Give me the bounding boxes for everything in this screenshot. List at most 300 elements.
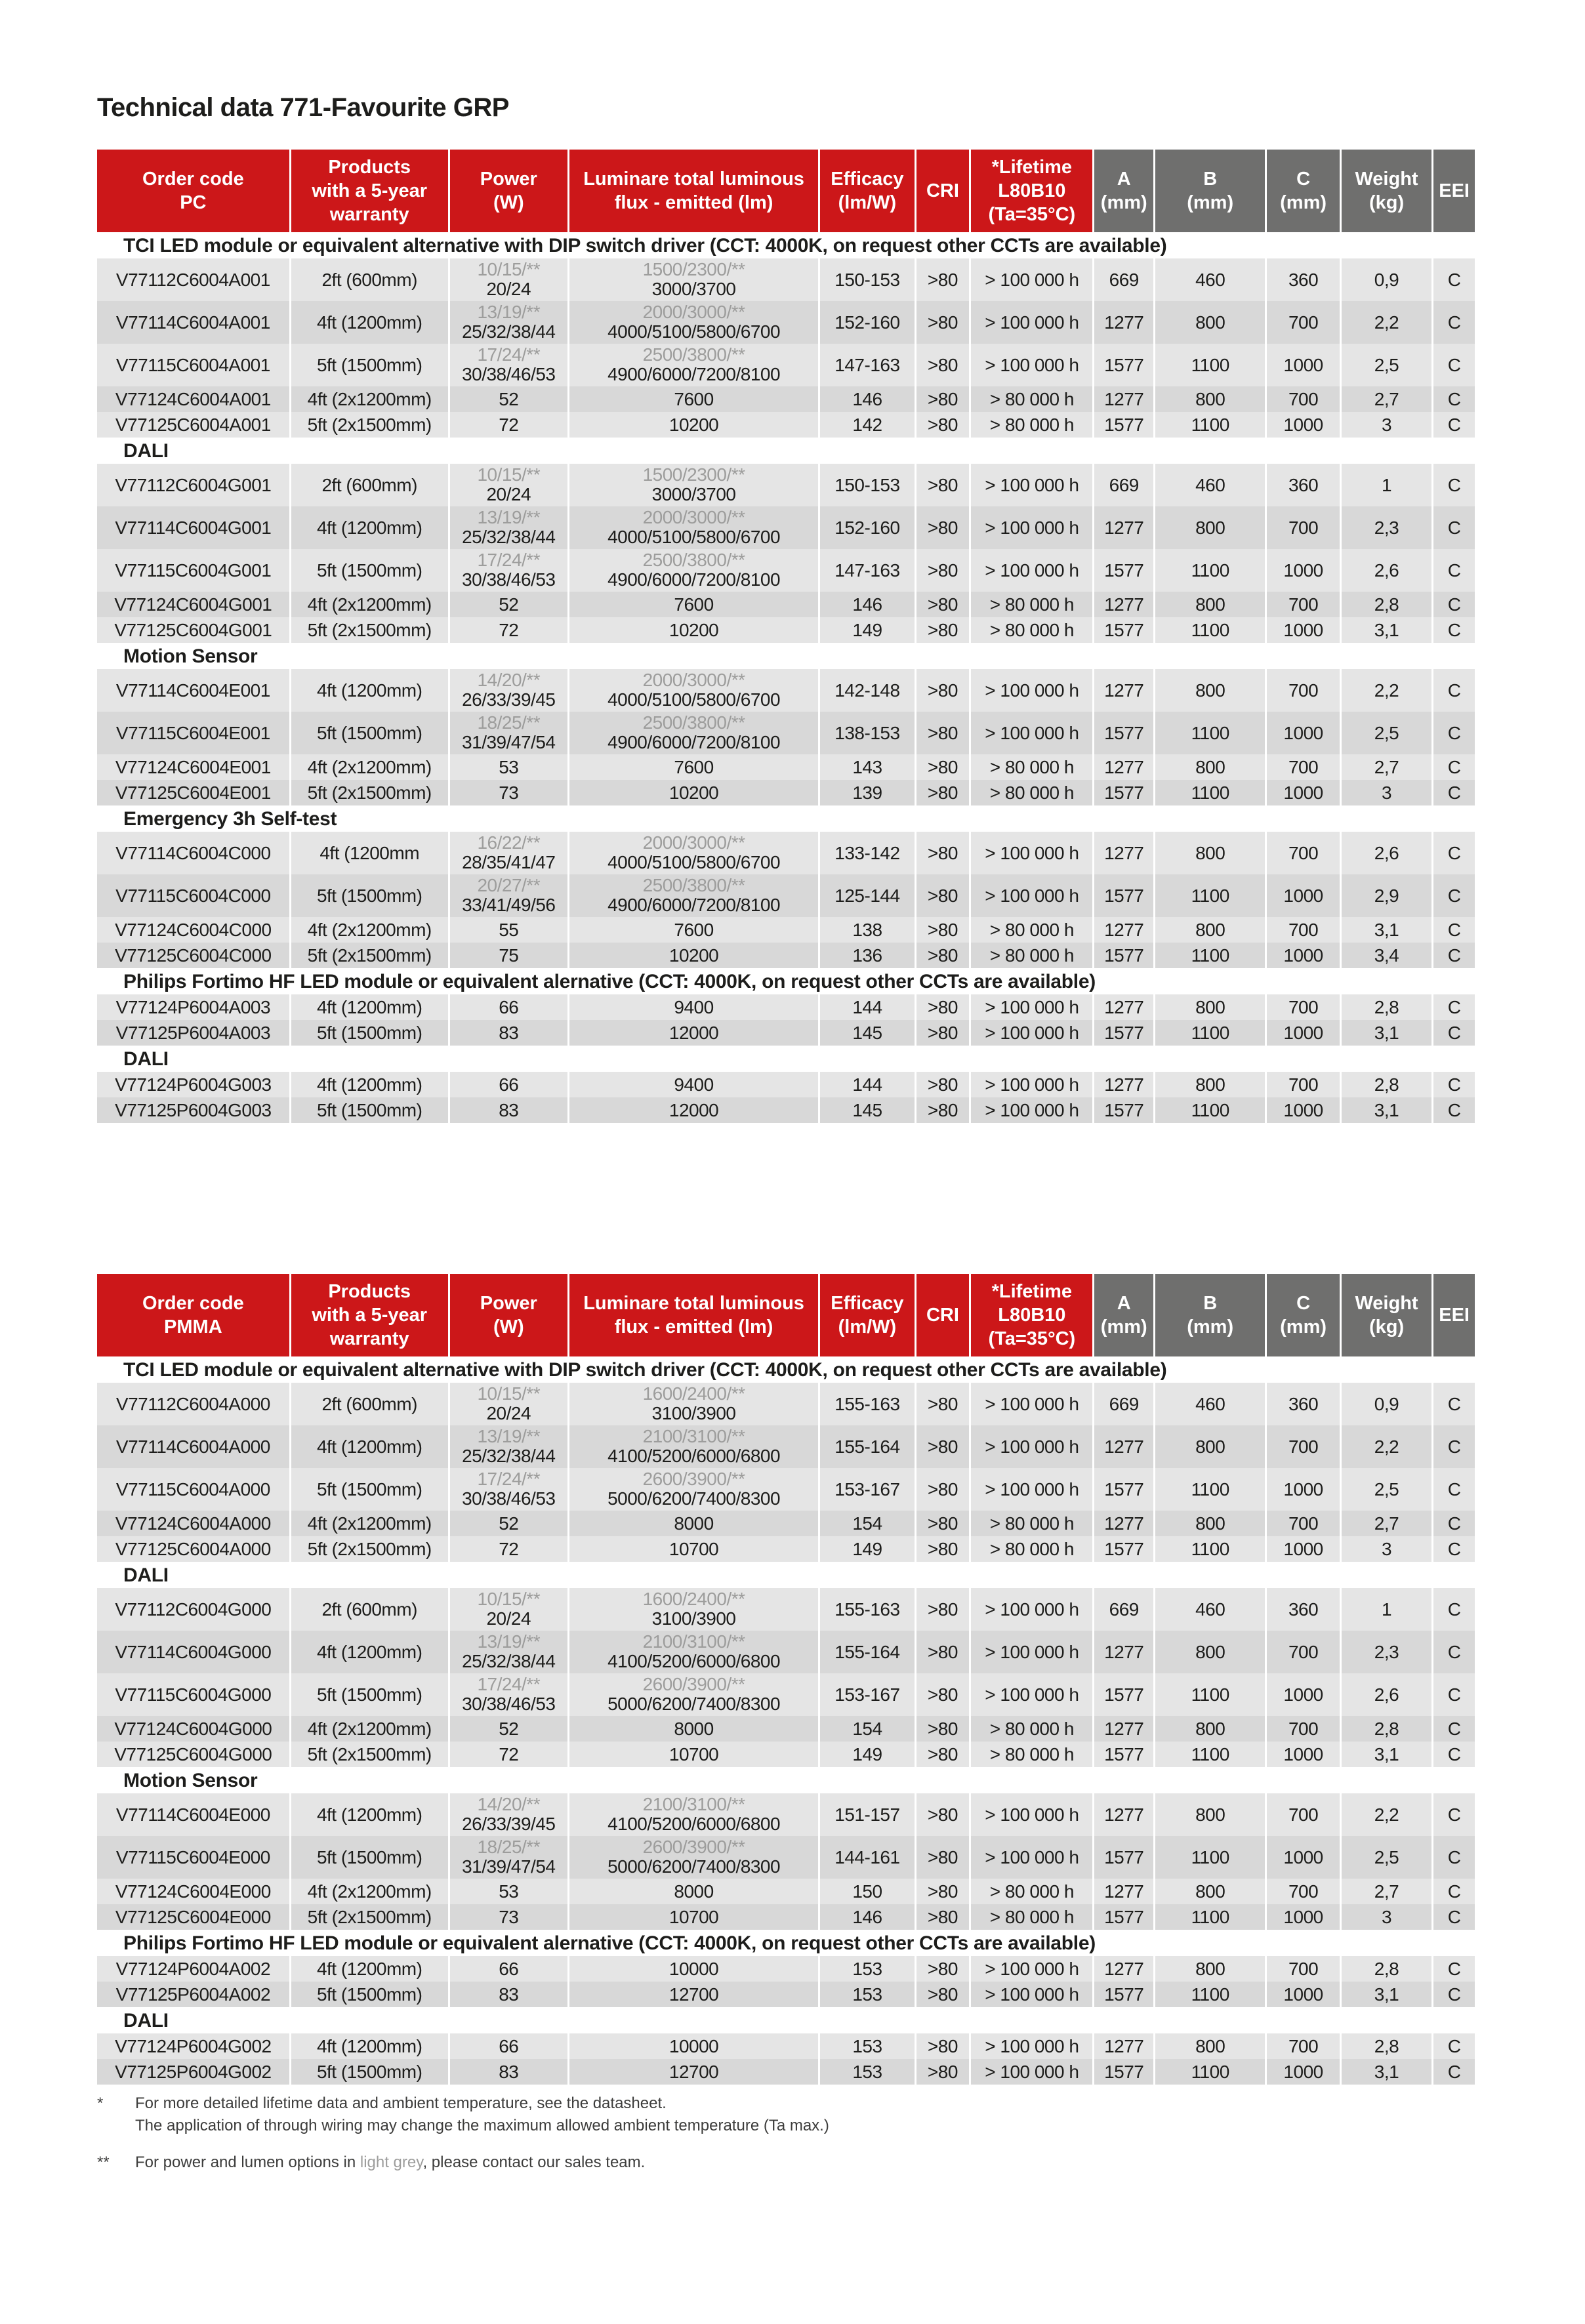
table-row [97,754,1475,780]
table-row [97,258,1475,301]
table-row [97,1716,1475,1742]
cell-dim-b: 460 [1155,1588,1265,1631]
column-header-line: (lm/W) [838,192,897,213]
cell-dim-b: 460 [1155,464,1265,506]
cell-lifetime: > 80 000 h [971,1904,1092,1930]
cell-efficacy: 144 [820,994,914,1020]
table-row [97,917,1475,943]
column-header-line: Power [480,169,537,190]
cell-lifetime: > 100 000 h [971,669,1092,712]
cell-dim-a: 1577 [1094,344,1153,386]
cell-dim-b: 1100 [1155,1982,1265,2007]
cell-power [450,874,567,917]
cell-order-code: V77124C6004G001 [97,592,289,617]
table-row [97,592,1475,617]
cell-luminous-flux: 10200 [569,943,818,968]
column-header-efficacy [820,1274,914,1356]
optional-value-light-grey: 2000/3000/** [642,670,745,690]
column-header-line: (mm) [1280,192,1327,213]
column-header-line: A [1117,169,1131,190]
footnote-text: For power and lumen options in [135,2153,360,2171]
column-header-dim-c [1267,150,1340,232]
column-header-line: EEI [1439,1305,1470,1326]
cell-dim-a: 1277 [1094,1425,1153,1468]
cell-dim-a: 669 [1094,464,1153,506]
cell-lifetime: > 100 000 h [971,1982,1092,2007]
cell-dim-c: 700 [1267,832,1340,874]
cell-dim-b: 1100 [1155,412,1265,438]
cell-lifetime: > 80 000 h [971,1879,1092,1904]
cell-efficacy: 146 [820,386,914,412]
cell-luminous-flux: 7600 [569,386,818,412]
optional-value-light-grey: 2000/3000/** [642,507,745,527]
cell-dim-a: 1577 [1094,2059,1153,2085]
table-row [97,1097,1475,1123]
standard-value: 4000/5100/5800/6700 [607,527,781,547]
table-row [97,994,1475,1020]
standard-value: 20/24 [486,1403,531,1423]
column-header-power [450,150,567,232]
cell-efficacy: 125-144 [820,874,914,917]
cell-power: 66 [450,994,567,1020]
cell-dim-b: 1100 [1155,1904,1265,1930]
cell-efficacy: 155-163 [820,1383,914,1425]
cell-efficacy: 142 [820,412,914,438]
cell-lifetime: > 100 000 h [971,832,1092,874]
optional-value-light-grey: 2500/3800/** [642,344,745,365]
standard-value: 5000/6200/7400/8300 [607,1694,781,1714]
table-row [97,1383,1475,1425]
cell-eei: C [1433,917,1475,943]
cell-dim-b: 1100 [1155,344,1265,386]
cell-dim-a: 1277 [1094,917,1153,943]
cell-dim-c: 1000 [1267,617,1340,643]
cell-product-size: 5ft (1500mm) [291,1673,448,1716]
section-title: TCI LED module or equivalent alternative with DIP switch driver (CCT: 4000K, on request other CCTs are available) [123,234,1167,256]
column-header-order-code [97,1274,289,1356]
cell-eei: C [1433,1588,1475,1631]
cell-luminous-flux [569,549,818,592]
cell-weight: 3 [1342,1904,1431,1930]
cell-cri: >80 [916,712,970,754]
cell-lifetime: > 100 000 h [971,1673,1092,1716]
section-title: Motion Sensor [123,1769,258,1791]
column-header-dim-c [1267,1274,1340,1356]
cell-weight: 2,7 [1342,1511,1431,1536]
cell-order-code: V77114C6004A001 [97,301,289,344]
cell-eei: C [1433,832,1475,874]
column-header-power [450,1274,567,1356]
cell-product-size: 4ft (1200mm) [291,2033,448,2059]
cell-product-size: 4ft (1200mm) [291,669,448,712]
cell-dim-c: 700 [1267,1631,1340,1673]
cell-eei: C [1433,1793,1475,1836]
column-header-line: CRI [926,180,959,201]
cell-cri: >80 [916,549,970,592]
cell-dim-c: 700 [1267,2033,1340,2059]
cell-dim-b: 800 [1155,1879,1265,1904]
column-header-line: B [1203,1293,1218,1314]
cell-efficacy: 151-157 [820,1793,914,1836]
cell-dim-a: 1277 [1094,1072,1153,1097]
cell-cri: >80 [916,1097,970,1123]
section-header-row [97,1562,1475,1588]
cell-dim-b: 800 [1155,994,1265,1020]
column-header-line: Products [328,1281,411,1302]
column-header-line: C [1296,169,1311,190]
cell-weight: 0,9 [1342,1383,1431,1425]
column-header-eei [1433,1274,1475,1356]
table-row [97,1879,1475,1904]
cell-dim-c: 1000 [1267,943,1340,968]
cell-luminous-flux [569,1425,818,1468]
column-header-line: (mm) [1280,1316,1327,1337]
cell-eei: C [1433,712,1475,754]
optional-value-light-grey: 10/15/** [477,1383,541,1404]
cell-lifetime: > 80 000 h [971,617,1092,643]
cell-efficacy: 155-163 [820,1588,914,1631]
cell-cri: >80 [916,994,970,1020]
cell-eei: C [1433,412,1475,438]
cell-order-code: V77112C6004A000 [97,1383,289,1425]
cell-power: 66 [450,1072,567,1097]
table-row [97,780,1475,805]
cell-product-size: 4ft (2x1200mm) [291,917,448,943]
cell-dim-b: 800 [1155,669,1265,712]
cell-weight: 2,7 [1342,1879,1431,1904]
cell-lifetime: > 100 000 h [971,1588,1092,1631]
cell-lifetime: > 100 000 h [971,1097,1092,1123]
cell-order-code: V77124P6004A003 [97,994,289,1020]
cell-product-size: 5ft (2x1500mm) [291,617,448,643]
cell-order-code: V77112C6004A001 [97,258,289,301]
standard-value: 3100/3900 [651,1608,736,1629]
cell-order-code: V77124P6004A002 [97,1956,289,1982]
cell-dim-a: 1277 [1094,754,1153,780]
cell-efficacy: 152-160 [820,506,914,549]
table-row [97,1072,1475,1097]
cell-product-size: 4ft (1200mm) [291,1425,448,1468]
column-header-line: (mm) [1187,192,1234,213]
cell-cri: >80 [916,754,970,780]
cell-dim-b: 1100 [1155,549,1265,592]
optional-value-light-grey: 18/25/** [477,712,541,733]
cell-weight: 2,3 [1342,1631,1431,1673]
cell-dim-a: 1577 [1094,943,1153,968]
column-header-line: warranty [329,1328,409,1349]
cell-power [450,1793,567,1836]
optional-value-light-grey: 13/19/** [477,302,541,322]
standard-value: 5000/6200/7400/8300 [607,1856,781,1877]
optional-value-light-grey: 10/15/** [477,259,541,279]
cell-dim-b: 800 [1155,2033,1265,2059]
cell-lifetime: > 80 000 h [971,780,1092,805]
cell-dim-a: 1277 [1094,592,1153,617]
cell-dim-a: 1277 [1094,832,1153,874]
table-row [97,1673,1475,1716]
cell-dim-b: 1100 [1155,1468,1265,1511]
cell-eei: C [1433,1072,1475,1097]
cell-cri: >80 [916,464,970,506]
cell-product-size: 4ft (2x1200mm) [291,1879,448,1904]
column-header-line: Weight [1355,1293,1418,1314]
cell-weight: 2,8 [1342,1072,1431,1097]
cell-efficacy: 136 [820,943,914,968]
table-row [97,1536,1475,1562]
cell-dim-c: 1000 [1267,549,1340,592]
cell-weight: 2,5 [1342,1468,1431,1511]
cell-order-code: V77124P6004G003 [97,1072,289,1097]
cell-power: 73 [450,780,567,805]
cell-cri: >80 [916,506,970,549]
cell-lifetime: > 100 000 h [971,301,1092,344]
standard-value: 4000/5100/5800/6700 [607,689,781,710]
cell-eei: C [1433,1879,1475,1904]
cell-product-size: 5ft (2x1500mm) [291,780,448,805]
cell-luminous-flux [569,258,818,301]
cell-power: 83 [450,1982,567,2007]
table-row [97,1511,1475,1536]
cell-product-size: 4ft (1200mm [291,832,448,874]
cell-weight: 2,7 [1342,386,1431,412]
cell-power [450,506,567,549]
column-header-line: Luminare total luminous [583,1293,804,1314]
footnote-mark: ** [97,2153,110,2171]
cell-eei: C [1433,1536,1475,1562]
cell-order-code: V77115C6004G000 [97,1673,289,1716]
cell-power [450,712,567,754]
cell-dim-a: 1277 [1094,1631,1153,1673]
cell-efficacy: 147-163 [820,344,914,386]
cell-dim-c: 1000 [1267,412,1340,438]
cell-weight: 3,1 [1342,1097,1431,1123]
cell-efficacy: 149 [820,1536,914,1562]
cell-product-size: 4ft (1200mm) [291,1072,448,1097]
technical-data-table-pmma [97,1274,1479,2085]
cell-luminous-flux: 12700 [569,1982,818,2007]
cell-luminous-flux: 9400 [569,994,818,1020]
section-header-row [97,438,1475,464]
standard-value: 30/38/46/53 [462,1694,556,1714]
cell-eei: C [1433,464,1475,506]
section-title: DALI [123,439,169,462]
cell-weight: 2,2 [1342,1425,1431,1468]
footnote-text: For more detailed lifetime data and ambient temperature, see the datasheet. [135,2094,667,2112]
table-row [97,1588,1475,1631]
cell-efficacy: 153 [820,2033,914,2059]
cell-efficacy: 133-142 [820,832,914,874]
cell-order-code: V77115C6004C000 [97,874,289,917]
cell-luminous-flux: 12000 [569,1097,818,1123]
cell-dim-c: 360 [1267,258,1340,301]
section-title: TCI LED module or equivalent alternative with DIP switch driver (CCT: 4000K, on request other CCTs are available) [123,1358,1167,1381]
table-row [97,344,1475,386]
cell-product-size: 2ft (600mm) [291,258,448,301]
cell-order-code: V77115C6004E001 [97,712,289,754]
cell-weight: 3,1 [1342,1742,1431,1767]
cell-efficacy: 155-164 [820,1425,914,1468]
cell-luminous-flux [569,712,818,754]
optional-value-light-grey: 2000/3000/** [642,832,745,853]
cell-eei: C [1433,506,1475,549]
cell-weight: 2,2 [1342,669,1431,712]
optional-value-light-grey: 13/19/** [477,1631,541,1652]
cell-product-size: 5ft (1500mm) [291,1982,448,2007]
cell-lifetime: > 100 000 h [971,2033,1092,2059]
cell-weight: 2,9 [1342,874,1431,917]
column-header-dim-a [1094,1274,1153,1356]
cell-product-size: 4ft (2x1200mm) [291,754,448,780]
cell-eei: C [1433,1956,1475,1982]
section-header-row [97,1767,1475,1793]
cell-dim-c: 1000 [1267,1673,1340,1716]
cell-product-size: 4ft (1200mm) [291,1631,448,1673]
cell-lifetime: > 100 000 h [971,1072,1092,1097]
cell-product-size: 5ft (1500mm) [291,1097,448,1123]
column-header-line: (mm) [1100,192,1147,213]
cell-weight: 2,8 [1342,994,1431,1020]
cell-cri: >80 [916,832,970,874]
cell-eei: C [1433,258,1475,301]
column-header-dim-b [1155,1274,1265,1356]
cell-efficacy: 150 [820,1879,914,1904]
cell-power [450,549,567,592]
column-header-line: PC [180,192,207,213]
cell-dim-c: 1000 [1267,1904,1340,1930]
cell-cri: >80 [916,1425,970,1468]
cell-lifetime: > 80 000 h [971,592,1092,617]
cell-order-code: V77115C6004E000 [97,1836,289,1879]
cell-dim-c: 1000 [1267,874,1340,917]
cell-order-code: V77125C6004A000 [97,1536,289,1562]
optional-value-light-grey: 14/20/** [477,670,541,690]
standard-value: 28/35/41/47 [462,852,556,872]
cell-luminous-flux: 8000 [569,1511,818,1536]
cell-efficacy: 154 [820,1511,914,1536]
cell-weight: 3,4 [1342,943,1431,968]
column-header-line: B [1203,169,1218,190]
cell-eei: C [1433,592,1475,617]
standard-value: 31/39/47/54 [462,1856,556,1877]
cell-cri: >80 [916,2059,970,2085]
cell-dim-a: 1577 [1094,1097,1153,1123]
cell-product-size: 5ft (1500mm) [291,1836,448,1879]
cell-order-code: V77125P6004G003 [97,1097,289,1123]
cell-cri: >80 [916,874,970,917]
cell-lifetime: > 80 000 h [971,412,1092,438]
cell-weight: 2,6 [1342,1673,1431,1716]
cell-weight: 3,1 [1342,2059,1431,2085]
cell-dim-a: 1277 [1094,1511,1153,1536]
cell-power [450,258,567,301]
cell-eei: C [1433,1904,1475,1930]
standard-value: 3100/3900 [651,1403,736,1423]
table-row [97,617,1475,643]
column-header-efficacy [820,150,914,232]
cell-luminous-flux: 10700 [569,1536,818,1562]
cell-dim-a: 1577 [1094,780,1153,805]
cell-efficacy: 153-167 [820,1673,914,1716]
cell-lifetime: > 100 000 h [971,1383,1092,1425]
table-row [97,1631,1475,1673]
optional-value-light-grey: 1500/2300/** [642,464,745,485]
column-header-line: Efficacy [831,1293,904,1314]
cell-dim-b: 1100 [1155,1020,1265,1046]
column-header-line: (mm) [1187,1316,1234,1337]
section-header-row [97,1930,1475,1956]
cell-efficacy: 154 [820,1716,914,1742]
cell-eei: C [1433,386,1475,412]
optional-value-light-grey: 10/15/** [477,464,541,485]
cell-dim-a: 1577 [1094,712,1153,754]
cell-dim-b: 800 [1155,832,1265,874]
cell-dim-a: 1577 [1094,1836,1153,1879]
optional-value-light-grey: 17/24/** [477,1674,541,1694]
cell-dim-c: 1000 [1267,1742,1340,1767]
cell-luminous-flux [569,1793,818,1836]
cell-dim-b: 1100 [1155,1536,1265,1562]
cell-efficacy: 153 [820,1956,914,1982]
cell-lifetime: > 100 000 h [971,258,1092,301]
cell-product-size: 4ft (2x1200mm) [291,592,448,617]
cell-dim-c: 700 [1267,669,1340,712]
cell-order-code: V77124C6004A000 [97,1511,289,1536]
cell-efficacy: 147-163 [820,549,914,592]
standard-value: 4100/5200/6000/6800 [607,1651,781,1671]
cell-eei: C [1433,2033,1475,2059]
column-header-line: flux - emitted (lm) [614,192,773,213]
standard-value: 30/38/46/53 [462,569,556,590]
cell-product-size: 5ft (1500mm) [291,874,448,917]
column-header-weight [1342,150,1431,232]
cell-eei: C [1433,874,1475,917]
column-header-line: (W) [493,1316,524,1337]
cell-dim-a: 1577 [1094,1982,1153,2007]
cell-efficacy: 153 [820,2059,914,2085]
cell-dim-c: 700 [1267,1879,1340,1904]
standard-value: 4900/6000/7200/8100 [607,569,781,590]
cell-cri: >80 [916,1536,970,1562]
table-row [97,549,1475,592]
cell-dim-c: 700 [1267,301,1340,344]
cell-lifetime: > 100 000 h [971,1468,1092,1511]
cell-cri: >80 [916,1982,970,2007]
cell-product-size: 5ft (2x1500mm) [291,1904,448,1930]
cell-eei: C [1433,617,1475,643]
cell-dim-a: 1577 [1094,874,1153,917]
cell-dim-b: 1100 [1155,780,1265,805]
cell-cri: >80 [916,1072,970,1097]
cell-weight: 1 [1342,1588,1431,1631]
cell-luminous-flux [569,874,818,917]
cell-lifetime: > 100 000 h [971,1425,1092,1468]
section-title: Motion Sensor [123,645,258,667]
cell-cri: >80 [916,1716,970,1742]
cell-order-code: V77114C6004G001 [97,506,289,549]
column-header-line: Weight [1355,169,1418,190]
cell-dim-c: 1000 [1267,712,1340,754]
cell-power: 72 [450,1742,567,1767]
cell-power [450,1588,567,1631]
table-row [97,1793,1475,1836]
cell-power [450,1383,567,1425]
cell-cri: >80 [916,2033,970,2059]
cell-lifetime: > 100 000 h [971,1956,1092,1982]
cell-power: 72 [450,617,567,643]
cell-luminous-flux: 7600 [569,592,818,617]
column-header-line: *Lifetime [991,157,1073,178]
cell-order-code: V77125C6004E001 [97,780,289,805]
